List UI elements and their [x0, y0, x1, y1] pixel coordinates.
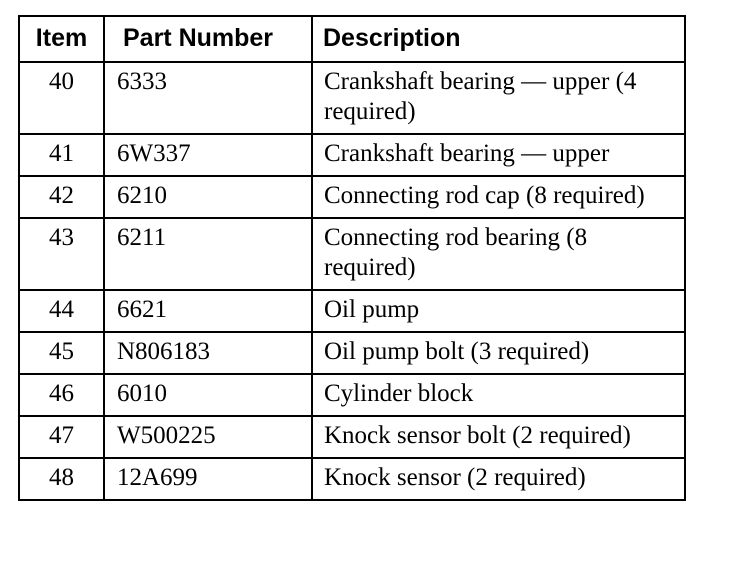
part-number-cell: 6211 — [104, 218, 312, 290]
description-cell: Oil pump — [312, 290, 685, 332]
item-number-cell: 48 — [19, 458, 104, 500]
part-number-cell: 12A699 — [104, 458, 312, 500]
parts-table — [18, 15, 686, 501]
description-cell: Crankshaft bearing — upper — [312, 134, 685, 176]
table-row — [19, 332, 685, 374]
column-header-description: Description — [312, 16, 685, 62]
table-row — [19, 218, 685, 290]
column-header-part-number: Part Number — [104, 16, 312, 62]
part-number-cell: W500225 — [104, 416, 312, 458]
part-number-cell: 6W337 — [104, 134, 312, 176]
table-row — [19, 290, 685, 332]
description-cell: Oil pump bolt (3 required) — [312, 332, 685, 374]
part-number-cell: 6333 — [104, 62, 312, 134]
part-number-cell: N806183 — [104, 332, 312, 374]
item-number-cell: 44 — [19, 290, 104, 332]
item-number-cell: 41 — [19, 134, 104, 176]
description-cell: Connecting rod bearing (8 required) — [312, 218, 685, 290]
description-cell: Knock sensor (2 required) — [312, 458, 685, 500]
item-number-cell: 42 — [19, 176, 104, 218]
item-number-cell: 40 — [19, 62, 104, 134]
part-number-cell: 6210 — [104, 176, 312, 218]
part-number-cell: 6621 — [104, 290, 312, 332]
table-row — [19, 416, 685, 458]
item-number-cell: 43 — [19, 218, 104, 290]
description-cell: Knock sensor bolt (2 required) — [312, 416, 685, 458]
table-row — [19, 176, 685, 218]
description-cell: Cylinder block — [312, 374, 685, 416]
column-header-item: Item — [19, 16, 104, 62]
table-row — [19, 134, 685, 176]
table-row — [19, 62, 685, 134]
table-row — [19, 458, 685, 500]
table-row — [19, 374, 685, 416]
item-number-cell: 47 — [19, 416, 104, 458]
item-number-cell: 45 — [19, 332, 104, 374]
description-cell: Crankshaft bearing — upper (4 required) — [312, 62, 685, 134]
table-header-row — [19, 16, 685, 62]
description-cell: Connecting rod cap (8 required) — [312, 176, 685, 218]
part-number-cell: 6010 — [104, 374, 312, 416]
item-number-cell: 46 — [19, 374, 104, 416]
